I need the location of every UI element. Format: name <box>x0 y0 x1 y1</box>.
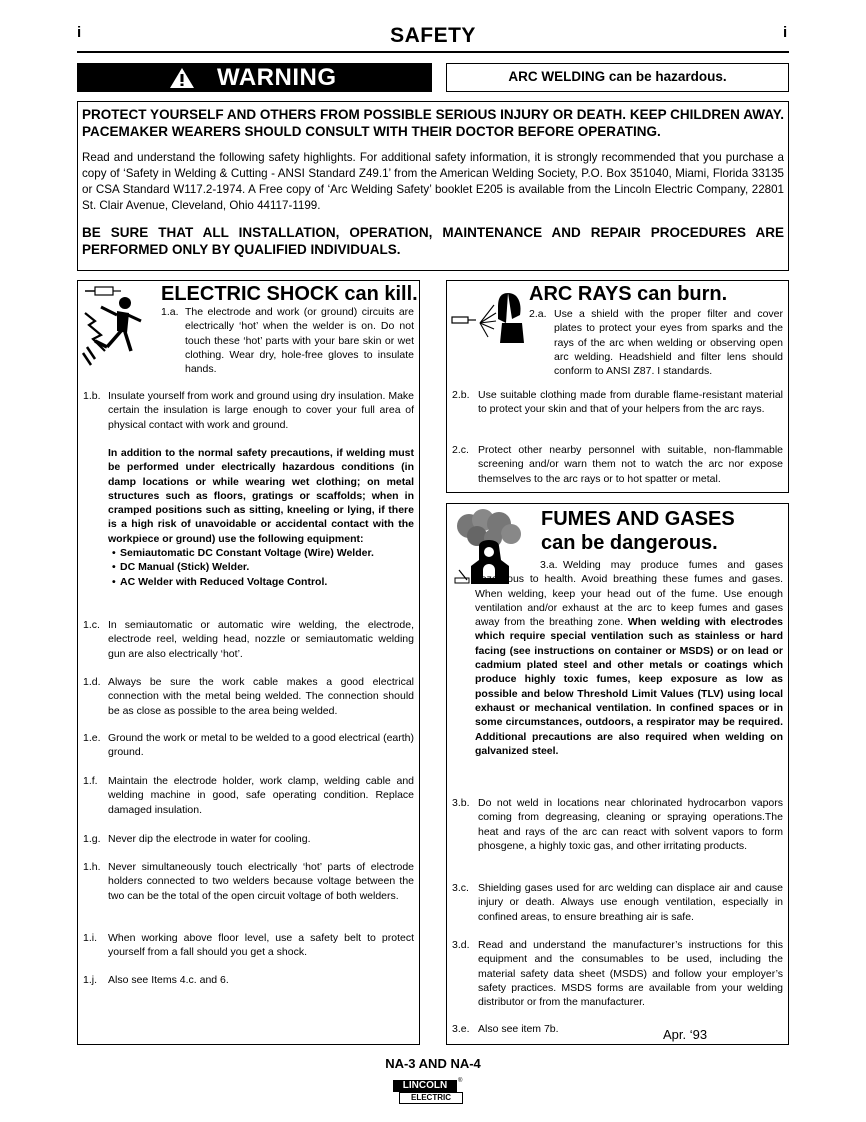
item-number: 1.b. <box>83 390 101 402</box>
item-number: 1.f. <box>83 775 98 787</box>
item-text: Protect other nearby personnel with suitable, non-flammable screening and/or warn them not to watch the arc nor expose themselves to the arc rays or to hot spatter or metal. <box>478 444 783 485</box>
arc-rays-title: ARC RAYS can burn. <box>529 283 728 305</box>
item-text: Shielding gases used for arc welding can displace air and cause injury or death. Always use enough ventilation, especially in confined areas, to ensure breathing air is safe. <box>478 882 783 923</box>
equipment-item: • AC Welder with Reduced Voltage Control. <box>108 575 414 589</box>
logo-registered-mark: ® <box>458 1078 463 1084</box>
fumes-item-bold-text: When welding with electrodes which require special ventilation such as stainless or hard facing (see instructions on container or MSDS) or on lead or cadmium plated steel and other metals or coatings which produce highly toxic fumes, keep exposure as low as possible and below Threshold Limit Values (TLV) using local exhaust or mechanical ventilation. In confined spaces or in some circumstances, outdoors, a respirator may be required. Additional precautions are also required when welding on galvanized steel. <box>475 616 784 757</box>
electric-shock-title: ELECTRIC SHOCK can kill. <box>161 283 418 305</box>
page-number-right: i <box>783 24 788 41</box>
item-text: Use a shield with the proper filter and cover plates to protect your eyes from sparks and the rays of the arc when welding or observing open arc welding. Headshield and filter lens should conform to ANSI Z87. I standards. <box>554 308 783 378</box>
model-number: NA-3 AND NA-4 <box>385 1056 481 1071</box>
item-number: 3.e. <box>452 1023 470 1035</box>
item-text: The electrode and work (or ground) circuits are electrically ‘hot’ when the welder is on. Do not touch these ‘hot’ parts with your bare skin or wet clothing. Wear dry, hole-free gloves to insulate hands. <box>185 306 414 376</box>
item-text: Insulate yourself from work and ground using dry insulation. Make certain the insulation is large enough to cover your full area of physical contact with work and ground. <box>108 390 414 431</box>
item-text: Also see item 7b. <box>478 1023 559 1035</box>
item-text: Never simultaneously touch electrically ‘hot’ parts of electrode holders connected to two welders because voltage between the two can be the total of the open circuit voltage of both welders. <box>108 861 414 902</box>
item-number: 3.c. <box>452 882 469 894</box>
warning-label: WARNING <box>217 64 337 91</box>
intro-body: Read and understand the following safety highlights. For additional safety information, it is strongly recommended that you purchase a copy of ‘Safety in Welding & Cutting - ANSI Standard Z49.1’ from the American Welding Society, P.O. Box 351040, Miami, Florida 33135 or CSA Standard W117.2-1974. A Free copy of ‘Arc Welding Safety’ booklet E205 is available from the Lincoln Electric Company, 22801 St. Clair Avenue, Cleveland, Ohio 44117-1199. <box>82 151 784 212</box>
equipment-item: • Semiautomatic DC Constant Voltage (Wire) Welder. <box>108 546 414 560</box>
header-rule <box>77 51 789 53</box>
item-text: Read and understand the manufacturer’s instructions for this equipment and the consumables to be used, including the material safety data sheet (MSDS) and follow your employer’s safety practices. MSDS forms are available from your welding distributor or from the manufacturer. <box>478 939 783 1009</box>
item-number: 1.i. <box>83 932 98 944</box>
hazardous-conditions-text: In addition to the normal safety precautions, if welding must be performed under electrically hazardous conditions (in damp locations or while wearing wet clothing; on metal structures such as floors, gratings or scaffolds; when in cramped positions such as sitting, kneeling or lying, if there is a high risk of unavoidable or accidental contact with the workpiece or ground) use the following equipment: <box>108 447 414 545</box>
item-number: 1.g. <box>83 833 101 845</box>
intro-qualified: BE SURE THAT ALL INSTALLATION, OPERATION, MAINTENANCE AND REPAIR PROCEDURES ARE PERFORMED ONLY BY QUALIFIED INDIVIDUALS. <box>82 225 784 257</box>
arc-rays-section <box>446 280 789 493</box>
item-number: 1.c. <box>83 619 100 631</box>
fumes-title-line2: can be dangerous. <box>541 532 718 554</box>
item-text <box>108 446 414 589</box>
item-text: Maintain the electrode holder, work clamp, welding cable and welding machine in good, safe operating condition. Replace damaged insulation. <box>108 775 414 816</box>
revision-date: Apr. ‘93 <box>663 1027 708 1042</box>
lincoln-electric-logo <box>393 1080 463 1105</box>
item-text: Ground the work or metal to be welded to a good electrical (earth) ground. <box>108 732 414 759</box>
arc-welding-hazard-note: ARC WELDING can be hazardous. <box>446 63 789 92</box>
item-number: 1.d. <box>83 676 101 688</box>
item-text: Also see Items 4.c. and 6. <box>108 974 229 986</box>
logo-bottom: ELECTRIC <box>399 1092 463 1104</box>
item-text: Do not weld in locations near chlorinated hydrocarbon vapors coming from degreasing, cleaning or spraying operations.The heat and rays of the arc can react with solvent vapors to form phosgene, a highly toxic gas, and other irritating products. <box>478 797 783 852</box>
page-number-left: i <box>77 24 82 41</box>
arc-rays-icon <box>450 289 526 345</box>
item-text: Use suitable clothing made from durable flame-resistant material to protect your skin and that of your helpers from the arc rays. <box>478 389 783 416</box>
item-number: 3.a. <box>540 559 558 571</box>
intro-box <box>77 101 789 271</box>
item-number: 1.a. <box>161 306 179 318</box>
item-number: 1.e. <box>83 732 101 744</box>
item-number: 3.d. <box>452 939 470 951</box>
fumes-title-line1: FUMES AND GASES <box>541 508 735 530</box>
electric-shock-icon <box>81 285 147 367</box>
item-text <box>475 558 783 758</box>
item-text: In semiautomatic or automatic wire welding, the electrode, electrode reel, welding head, nozzle or semiautomatic welding gun are also electrically ‘hot’. <box>108 619 414 660</box>
item-number: 2.a. <box>529 308 547 320</box>
fumes-item-text: Welding may produce fumes and gases hazardous to health. Avoid breathing these fumes and gases. When welding, keep your head out of the fume. Use enough ventilation and/or exhaust at the arc to keep fumes and gases away from the breathing zone. <box>475 559 783 629</box>
logo-top: LINCOLN <box>393 1080 457 1092</box>
equipment-list <box>108 546 414 589</box>
item-number: 1.h. <box>83 861 101 873</box>
item-number: 2.b. <box>452 389 470 401</box>
item-text: Always be sure the work cable makes a good electrical connection with the metal being welded. The connection should be as close as possible to the area being welded. <box>108 676 414 717</box>
equipment-item: • DC Manual (Stick) Welder. <box>108 560 414 574</box>
item-number: 2.c. <box>452 444 469 456</box>
item-number: 3.b. <box>452 797 470 809</box>
warning-triangle-icon <box>169 67 195 89</box>
intro-warning: PROTECT YOURSELF AND OTHERS FROM POSSIBLE SERIOUS INJURY OR DEATH. KEEP CHILDREN AWAY. PACEMAKER WEARERS SHOULD CONSULT WITH THEIR DOCTOR BEFORE OPERATING. <box>82 107 784 139</box>
warning-banner <box>77 63 432 92</box>
fumes-gases-section <box>446 503 789 1045</box>
item-text: When working above floor level, use a safety belt to protect yourself from a fall should you get a shock. <box>108 932 414 959</box>
item-text: Never dip the electrode in water for cooling. <box>108 833 311 845</box>
item-number: 1.j. <box>83 974 98 986</box>
electric-shock-section <box>77 280 420 1045</box>
page-title: SAFETY <box>390 24 476 47</box>
